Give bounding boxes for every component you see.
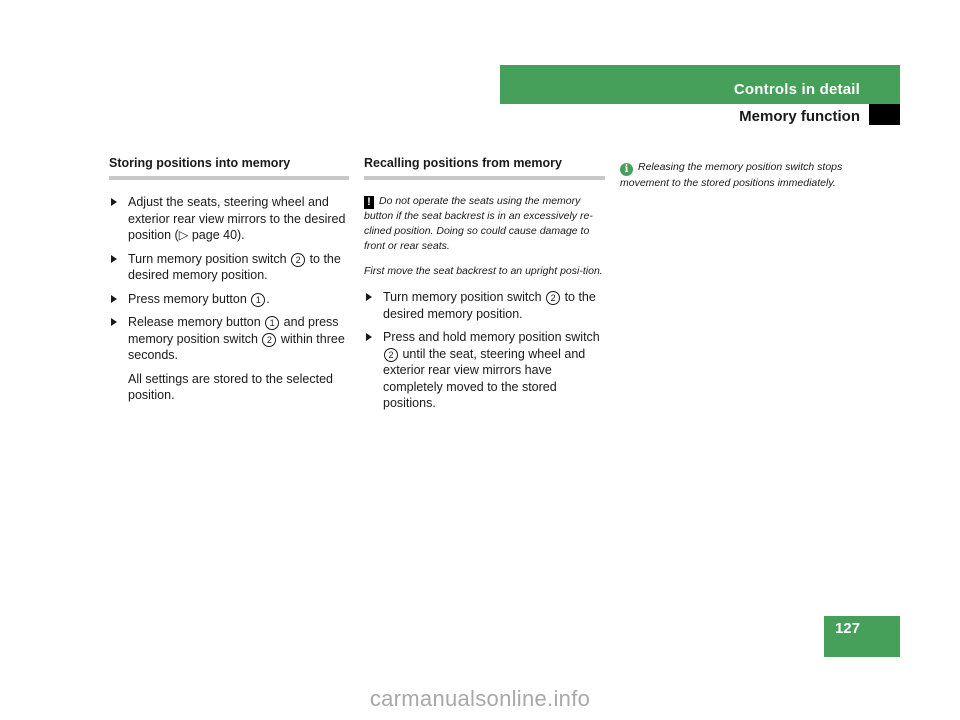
bullet-arrow-icon [111, 198, 117, 206]
callout-number: 1 [251, 293, 265, 307]
page-number: 127 [834, 620, 860, 637]
list-item: Turn memory position switch 2 to the desired memory position. [364, 289, 605, 322]
subsection-title: Memory function [739, 108, 860, 125]
list-item: Release memory button 1 and press memory position switch 2 within three seconds. [109, 314, 349, 364]
bullet-arrow-icon [111, 318, 117, 326]
bullet-arrow-icon [111, 255, 117, 263]
callout-number: 2 [384, 348, 398, 362]
warning-icon: ! [364, 196, 374, 209]
watermark: carmanualsonline.info [369, 686, 591, 711]
page-reference-link[interactable]: page 40). [188, 228, 245, 242]
middle-column [364, 156, 605, 419]
callout-number: 1 [265, 316, 279, 330]
storing-heading: Storing positions into memory [109, 156, 349, 180]
info-note [620, 160, 865, 191]
callout-number: 2 [291, 253, 305, 267]
bullet-arrow-icon [366, 293, 372, 301]
callout-number: 2 [546, 291, 560, 305]
bullet-arrow-icon [366, 333, 372, 341]
page-ref-arrow-icon: ▷ [178, 228, 189, 242]
info-text: Releasing the memory position switch stops movement to the stored positions immediately. [620, 161, 843, 189]
header-bar [500, 65, 900, 104]
warning-text-2: First move the seat backrest to an upright posi-tion. [364, 265, 603, 277]
warning-text: Do not operate the seats using the memory button if the seat backrest is in an excessively re-clined position. Doing so could cause damage to front or rear seats. [364, 195, 593, 252]
callout-number: 2 [262, 333, 276, 347]
left-column [109, 156, 349, 404]
list-item: Press memory button 1 . [109, 291, 349, 308]
result-text: All settings are stored to the selected position. [128, 371, 333, 402]
list-item: Press and hold memory position switch 2 until the seat, steering wheel and exterior rear view mirrors have completely moved to the stored positions. [364, 329, 605, 412]
info-icon: i [620, 163, 633, 176]
warning-note [364, 194, 605, 254]
recalling-heading: Recalling positions from memory [364, 156, 605, 180]
page-number-box [824, 616, 900, 657]
list-item: Turn memory position switch 2 to the desired memory position. [109, 251, 349, 284]
section-title: Controls in detail [733, 81, 860, 98]
list-item: Adjust the seats, steering wheel and exterior rear view mirrors to the desired position (▷ page 40). [109, 194, 349, 244]
bullet-arrow-icon [111, 295, 117, 303]
header-marker [869, 104, 900, 125]
right-column [620, 160, 865, 201]
